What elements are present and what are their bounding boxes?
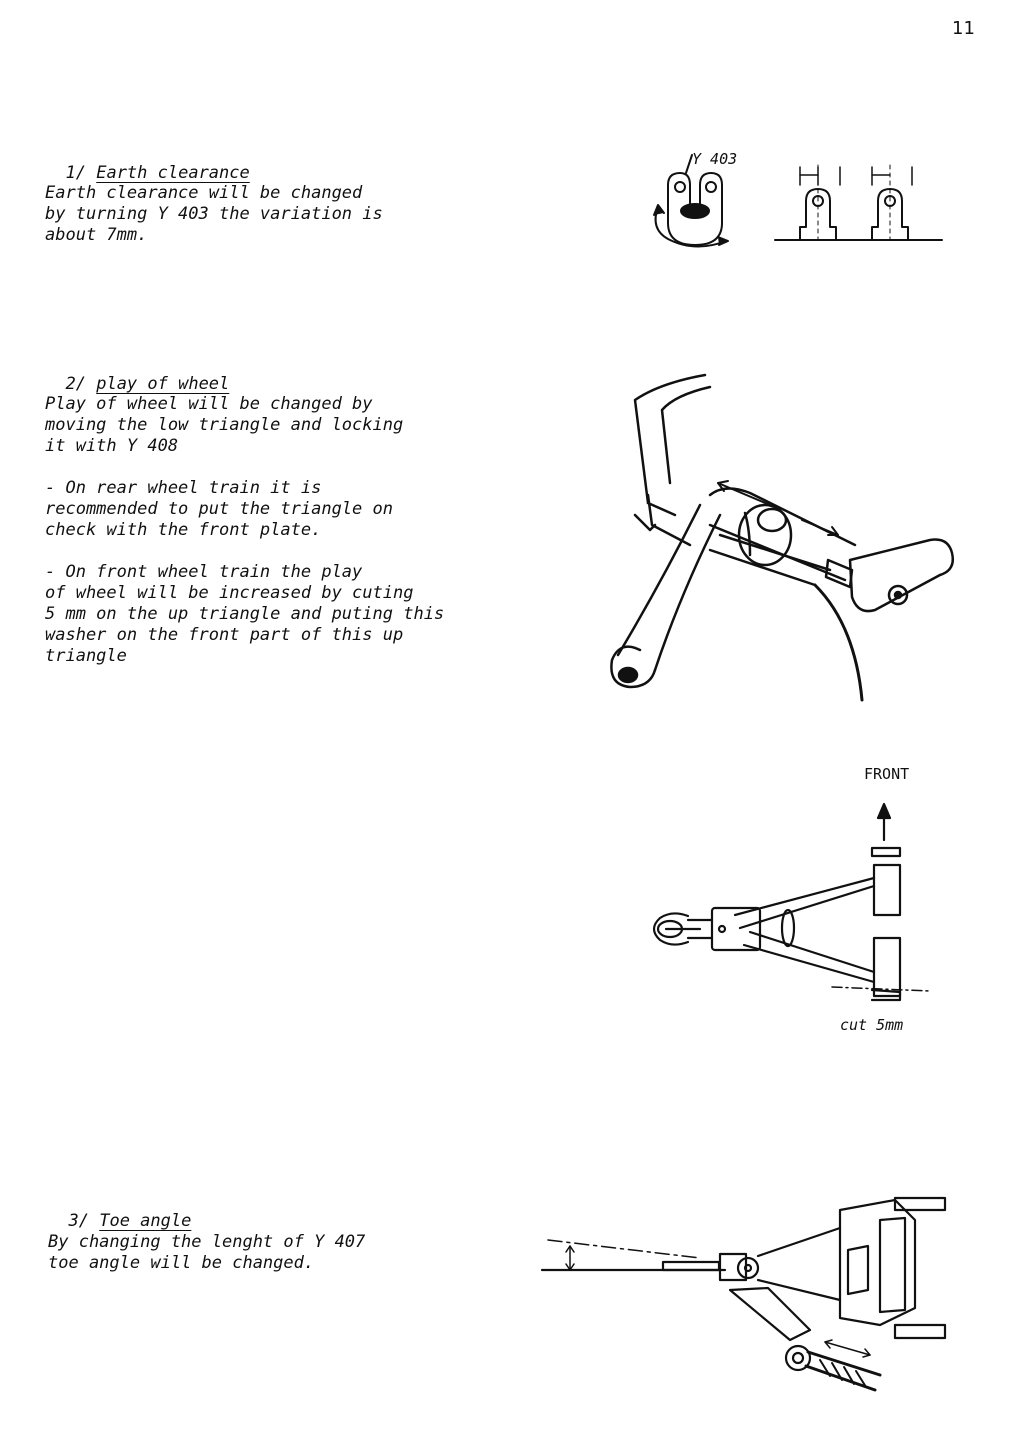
wheel-holder [850,540,953,612]
section-3-number: 3/ [68,1211,89,1231]
wheel-play-figure [600,365,960,705]
lower-triangle-arm [618,505,720,670]
lower-arm [744,932,874,982]
section-1-paragraph-1: Earth clearance will be changed by turning Y 403 the variation is about 7mm. [45,183,383,245]
front-label: FRONT [864,765,910,783]
y403-label: Y 403 [692,150,738,168]
section-2-paragraph-1: Play of wheel will be changed by moving the low triangle and locking it with Y 408 [45,394,404,456]
section-2-paragraph-2: - On rear wheel train it is recommended to put the triangle on check with the front plate. [45,478,393,540]
section-2-heading [45,353,229,395]
rod-y407 [663,1262,719,1270]
front-triangle-figure [640,760,950,1040]
section-1-title: Earth clearance [96,163,250,183]
upper-arm [735,878,874,928]
section-1-number: 1/ [65,163,86,183]
toe-angle-figure [540,1190,950,1400]
section-2-paragraph-3: - On front wheel train the play of wheel will be increased by cuting 5 mm on the up triangle and puting this washer on the front part of this up triangle [45,562,445,666]
section-2-number: 2/ [65,374,86,394]
washer-top [872,848,900,856]
section-3-heading [48,1190,191,1232]
section-3-paragraph-1: By changing the lenght of Y 407 toe angle will be changed. [48,1232,366,1273]
section-3-title: Toe angle [99,1211,192,1231]
clearance-side-views [775,165,942,240]
earth-clearance-figure [640,145,950,260]
section-2-title: play of wheel [96,374,230,394]
cut-5mm-label: cut 5mm [840,1016,904,1034]
clevis-y403-drawing [654,155,728,247]
page-number: 11 [952,18,975,39]
angle-line [548,1240,700,1258]
frame-tube [635,375,710,503]
section-1-heading [45,142,250,184]
